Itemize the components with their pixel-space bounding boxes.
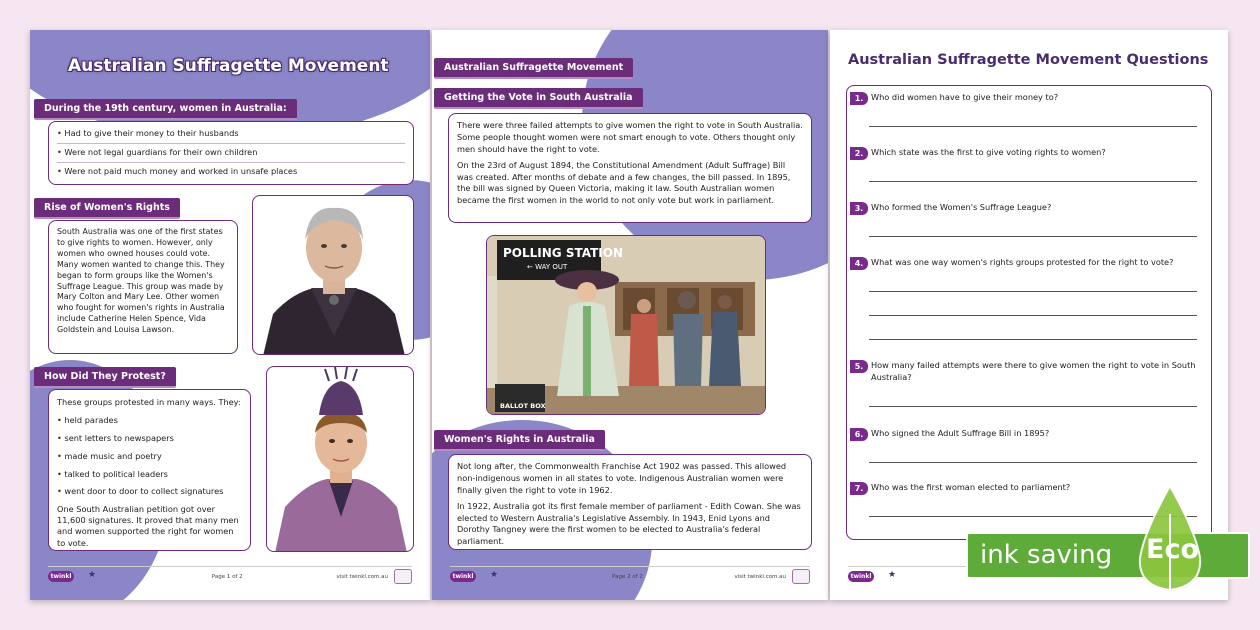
list-item: • Were not paid much money and worked in unsafe places	[57, 165, 298, 176]
question-number: 2.	[850, 147, 868, 160]
worksheet-page-2	[432, 30, 828, 600]
question-number: 3.	[850, 202, 868, 215]
way-out-sign: ← WAY OUT	[527, 263, 568, 271]
page-footer	[48, 566, 412, 584]
section-header: Rise of Women's Rights	[34, 198, 180, 219]
site-link: visit twinkl.com.au	[336, 574, 388, 580]
twinkl-logo: twinkl	[450, 571, 476, 582]
question-text: What was one way women's rights groups protested for the right to vote?	[871, 257, 1174, 267]
question-text: Which state was the first to give voting rights to women?	[871, 147, 1106, 157]
text-box	[448, 454, 812, 550]
ballot-box-label: BALLOT BOX	[500, 402, 546, 410]
portrait-woman-hat	[266, 366, 414, 552]
star-icon: ★	[490, 570, 499, 580]
list-item: • sent letters to newspapers	[57, 432, 174, 443]
worksheet-page-1	[30, 30, 430, 600]
eco-ink-saving-badge	[966, 484, 1250, 600]
star-icon: ★	[88, 570, 97, 580]
closing-text: One South Australian petition got over 11,600 signatures. It proved that many men and women supported the right for women to vote.	[57, 504, 239, 548]
question-text: Who signed the Adult Suffrage Bill in 1895?	[871, 428, 1050, 438]
portrait-older-woman	[252, 195, 414, 355]
list-item: • made music and poetry	[57, 450, 162, 461]
question-number: 6.	[850, 428, 868, 441]
answer-line[interactable]	[869, 126, 1197, 127]
answer-line[interactable]	[869, 462, 1197, 463]
portrait-illustration	[253, 196, 414, 355]
paragraph: On the 23rd of August 1894, the Constitutional Amendment (Adult Suffrage) Bill was created. After months of debate and a few changes, the bill passed. In 1895, the bill was signed by Queen Victoria, making it law. South Australian women became the first women in the world to not only vote but work in parliament.	[457, 159, 791, 206]
list-item: • talked to political leaders	[57, 468, 168, 479]
questions-box	[846, 85, 1212, 540]
list-item: • Were not legal guardians for their own children	[57, 144, 405, 163]
page-number: Page 2 of 2	[612, 574, 643, 580]
list-item: • held parades	[57, 414, 118, 425]
star-icon: ★	[888, 570, 897, 580]
answer-line[interactable]	[869, 236, 1197, 237]
section-header: How Did They Protest?	[34, 367, 176, 388]
rights-list-box	[48, 121, 414, 185]
question-number: 1.	[850, 92, 868, 105]
twinkl-logo: twinkl	[848, 571, 874, 582]
page-tag: Australian Suffragette Movement	[434, 58, 633, 79]
protest-box	[48, 389, 251, 551]
question-number: 7.	[850, 482, 868, 495]
intro-text: These groups protested in many ways. They:	[57, 397, 241, 407]
section-header: Getting the Vote in South Australia	[434, 88, 643, 109]
question-number: 4.	[850, 257, 868, 270]
eco-label: ink saving	[980, 540, 1113, 570]
eco-word: Eco	[1146, 534, 1199, 565]
text-box	[448, 113, 812, 223]
page-title: Australian Suffragette Movement	[68, 56, 389, 76]
page-footer	[450, 566, 810, 584]
question-text: How many failed attempts were there to give women the right to vote in South Australia?	[871, 360, 1196, 382]
portrait-illustration	[267, 367, 414, 552]
badge-icon	[394, 569, 412, 584]
text-box	[48, 220, 238, 354]
question-text: Who formed the Women's Suffrage League?	[871, 202, 1052, 212]
site-link: visit twinkl.com.au	[734, 574, 786, 580]
polling-station-illustration	[486, 235, 766, 415]
badge-icon	[792, 569, 810, 584]
answer-line[interactable]	[869, 181, 1197, 182]
answer-line[interactable]	[869, 315, 1197, 316]
question-text: Who did women have to give their money to?	[871, 92, 1059, 102]
paragraph: In 1922, Australia got its first female member of parliament - Edith Cowan. She was elected to Western Australia's Legislative Assembly. In 1943, Enid Lyons and Dorothy Tangney were the first women to be elected to Australia's federal parliament.	[457, 500, 801, 547]
twinkl-logo: twinkl	[48, 571, 74, 582]
polling-station-sign: POLLING STATION	[503, 246, 623, 260]
paragraph: Not long after, the Commonwealth Franchise Act 1902 was passed. This allowed non-indigenous women in all states to vote. Indigenous Australian women were finally given the right to vote in 1962.	[457, 461, 787, 495]
section-header: During the 19th century, women in Australia:	[34, 99, 297, 120]
question-number: 5.	[850, 360, 868, 373]
paragraph: There were three failed attempts to give women the right to vote in South Australia. Some people thought women were not smart enough to vote. Others thought only men should have the right to vote.	[457, 120, 803, 154]
list-item: • Had to give their money to their husbands	[57, 125, 405, 144]
question-text: Who was the first woman elected to parliament?	[871, 482, 1071, 492]
section-header: Women's Rights in Australia	[434, 430, 605, 451]
answer-line[interactable]	[869, 339, 1197, 340]
list-item: • went door to door to collect signatures	[57, 486, 224, 497]
paragraph: South Australia was one of the first states to give rights to women. However, only women who owned houses could vote. Many women wanted to change this. They began to form groups like the Women's Suffrage League. This group was made by Mary Colton and Mary Lee. Other women who fought for women's rights in Australia include Catherine Helen Spence, Vida Goldstein and Louisa Lawson.	[57, 227, 225, 335]
answer-line[interactable]	[869, 291, 1197, 292]
answer-line[interactable]	[869, 406, 1197, 407]
page-number: Page 1 of 2	[211, 574, 243, 580]
page-title: Australian Suffragette Movement Questions	[848, 52, 1209, 68]
